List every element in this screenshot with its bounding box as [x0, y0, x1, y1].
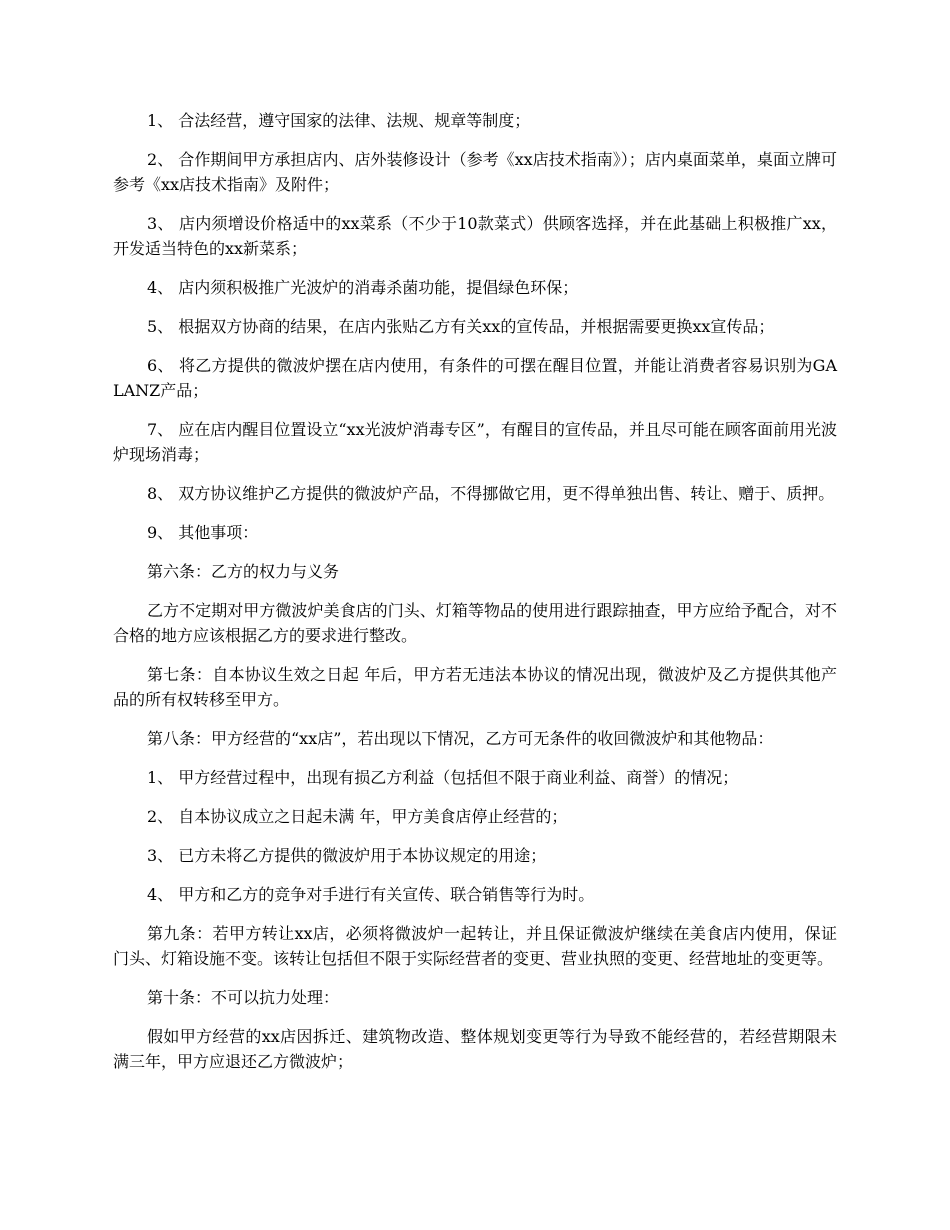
- article-9: 第九条：若甲方转让xx店，必须将微波炉一起转让，并且保证微波炉继续在美食店内使用，保证门头、灯箱设施不变。该转让包括但不限于实际经营者的变更、营业执照的变更、经营地址的变更等。: [113, 924, 837, 968]
- article-6-heading: 第六条：乙方的权力与义务: [147, 562, 340, 581]
- paragraph-clause-3: 3、 店内须增设价格适中的xx菜系（不少于10款菜式）供顾客选择，并在此基础上积极推广xx，开发适当特色的xx新菜系；: [113, 214, 837, 258]
- paragraph-clause-8: 8、 双方协议维护乙方提供的微波炉产品，不得挪做它用，更不得单独出售、转让、赠于、质押。: [147, 484, 835, 503]
- article-7: 第七条：自本协议生效之日起 年后，甲方若无违法本协议的情况出现，微波炉及乙方提供其他产品的所有权转移至甲方。: [113, 665, 837, 709]
- document-page: [113, 108, 837, 1088]
- paragraph-clause-5: 5、 根据双方协商的结果，在店内张贴乙方有关xx的宣传品，并根据需要更换xx宣传品；: [147, 317, 775, 336]
- article-8-item-4: 4、 甲方和乙方的竞争对手进行有关宣传、联合销售等行为时。: [147, 885, 595, 904]
- paragraph-clause-2: 2、 合作期间甲方承担店内、店外装修设计（参考《xx店技术指南》）；店内桌面菜单，桌面立牌可参考《xx店技术指南》及附件；: [113, 150, 837, 194]
- article-8-item-1: 1、 甲方经营过程中，出现有损乙方利益（包括但不限于商业利益、商誉）的情况；: [147, 768, 739, 787]
- article-10-body: 假如甲方经营的xx店因拆迁、建筑物改造、整体规划变更等行为导致不能经营的，若经营期限未满三年，甲方应退还乙方微波炉；: [113, 1027, 837, 1071]
- paragraph-clause-9: 9、 其他事项：: [147, 523, 259, 542]
- article-8-item-2: 2、 自本协议成立之日起未满 年，甲方美食店停止经营的；: [147, 807, 568, 826]
- paragraph-clause-4: 4、 店内须积极推广光波炉的消毒杀菌功能，提倡绿色环保；: [147, 278, 579, 297]
- article-8-item-3: 3、 已方未将乙方提供的微波炉用于本协议规定的用途；: [147, 846, 547, 865]
- article-8: 第八条：甲方经营的“xx店”，若出现以下情况，乙方可无条件的收回微波炉和其他物品：: [147, 729, 774, 748]
- paragraph-clause-1: 1、 合法经营，遵守国家的法律、法规、规章等制度；: [147, 111, 531, 130]
- article-6-body: 乙方不定期对甲方微波炉美食店的门头、灯箱等物品的使用进行跟踪抽查，甲方应给予配合，对不合格的地方应该根据乙方的要求进行整改。: [113, 601, 837, 645]
- article-10-heading: 第十条：不可以抗力处理：: [147, 988, 340, 1007]
- paragraph-clause-7: 7、 应在店内醒目位置设立“xx光波炉消毒专区”，有醒目的宣传品，并且尽可能在顾客面前用光波炉现场消毒；: [113, 420, 837, 464]
- paragraph-clause-6: 6、 将乙方提供的微波炉摆在店内使用，有条件的可摆在醒目位置，并能让消费者容易识别为GALANZ产品；: [113, 356, 837, 400]
